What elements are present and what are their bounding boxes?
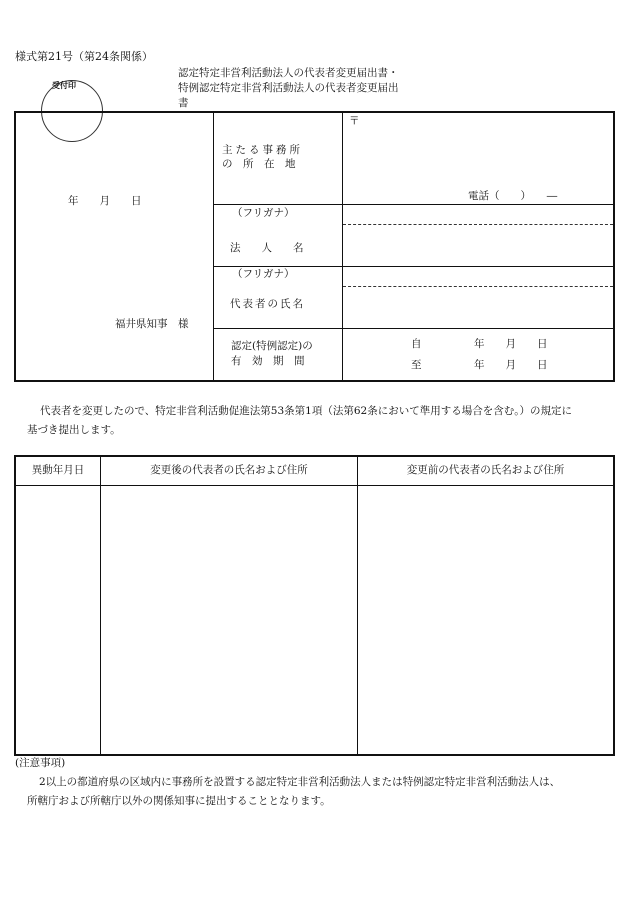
submission-date: 年 月 日 xyxy=(68,195,142,207)
form-number: 様式第21号（第24条関係） xyxy=(15,50,153,63)
rep-name-label: 代表者の氏名 xyxy=(230,298,305,310)
col-header-before: 変更前の代表者の氏名および住所 xyxy=(406,464,565,476)
period-to: 至 年 月 日 xyxy=(411,359,548,371)
period-label-1: 認定(特例認定)の xyxy=(231,340,313,352)
phone-label: 電話（ ） ― xyxy=(468,190,558,202)
notes-heading: (注意事項) xyxy=(15,757,66,769)
note-line-1: 2以上の都道府県の区域内に事務所を設置する認定特定非営利活動法人または特例認定特定非営利活動法人は、 xyxy=(39,776,561,788)
office-label-1: 主たる事務所 xyxy=(222,144,303,156)
statement-line-1: 代表者を変更したので、特定非営利活動促進法第53条第1項（法第62条において準用する場合を含む。）の規定に xyxy=(40,405,572,417)
postal-mark: 〒 xyxy=(349,115,360,127)
title-line-1: 認定特定非営利活動法人の代表者変更届出書・ xyxy=(178,67,399,79)
title-line-3: 書 xyxy=(178,97,189,109)
corp-name-label: 法 人 名 xyxy=(230,242,304,254)
furigana-label-2: （フリガナ） xyxy=(232,268,295,280)
statement-line-2: 基づき提出します。 xyxy=(27,424,121,436)
addressee: 福井県知事 様 xyxy=(115,318,189,330)
title-line-2: 特例認定特定非営利活動法人の代表者変更届出 xyxy=(178,82,399,94)
note-line-2: 所轄庁および所轄庁以外の関係知事に提出することとなります。 xyxy=(27,795,331,807)
office-label-2: の 所 在 地 xyxy=(222,158,296,170)
furigana-label-1: （フリガナ） xyxy=(232,207,295,219)
period-label-2: 有 効 期 間 xyxy=(231,355,305,367)
period-from: 自 年 月 日 xyxy=(411,338,548,350)
reception-stamp-label: 受付印 xyxy=(52,81,76,90)
col-header-after: 変更後の代表者の氏名および住所 xyxy=(150,464,308,476)
col-header-date: 異動年月日 xyxy=(31,464,85,476)
